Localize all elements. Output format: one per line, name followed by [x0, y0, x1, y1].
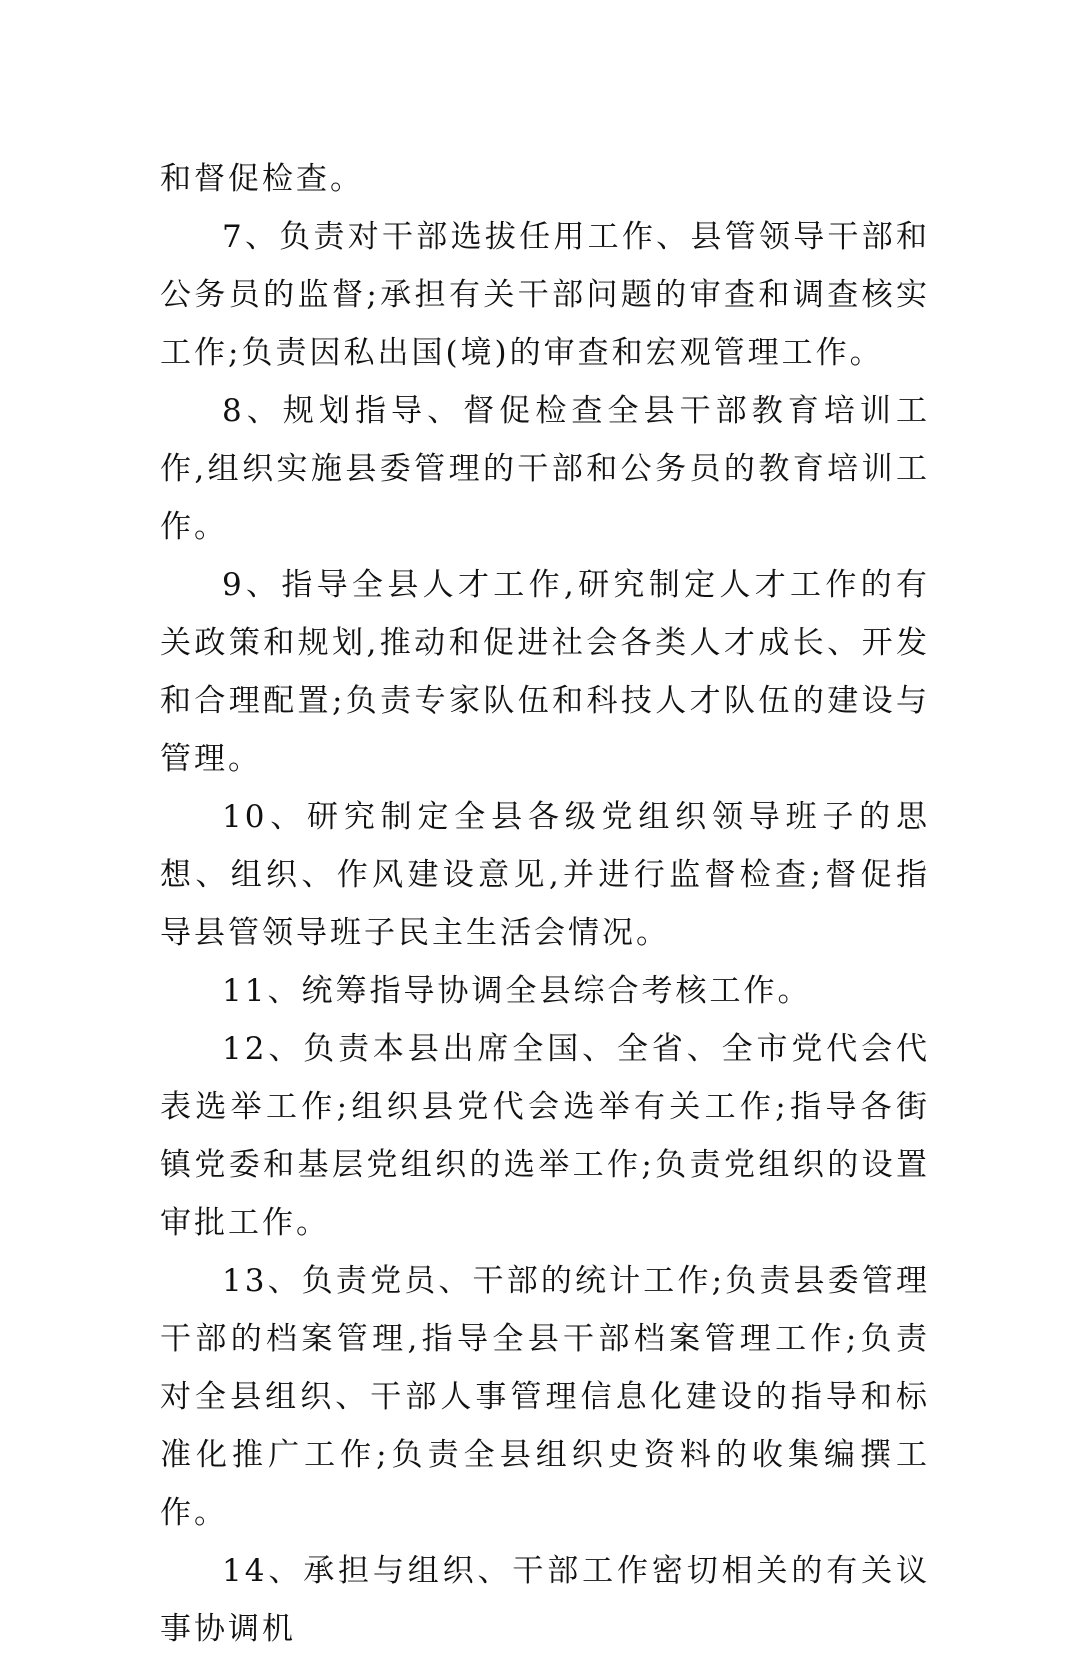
paragraph-item-12: 12、负责本县出席全国、全省、全市党代会代表选举工作;组织县党代会选举有关工作;指导各街镇党委和基层党组织的选举工作;负责党组织的设置审批工作。 — [160, 1031, 930, 1241]
paragraph-continuation: 和督促检查。 — [160, 161, 364, 197]
paragraph-item-9: 9、指导全县人才工作,研究制定人才工作的有关政策和规划,推动和促进社会各类人才成长、开发和合理配置;负责专家队伍和科技人才队伍的建设与管理。 — [160, 567, 930, 777]
paragraph-item-8: 8、规划指导、督促检查全县干部教育培训工作,组织实施县委管理的干部和公务员的教育培训工作。 — [160, 393, 930, 545]
paragraph-item-14: 14、承担与组织、干部工作密切相关的有关议事协调机 — [160, 1553, 930, 1647]
document-body — [160, 150, 930, 1658]
paragraph-item-13: 13、负责党员、干部的统计工作;负责县委管理干部的档案管理,指导全县干部档案管理工作;负责对全县组织、干部人事管理信息化建设的指导和标准化推广工作;负责全县组织史资料的收集编撰工作。 — [160, 1263, 930, 1531]
paragraph-item-7: 7、负责对干部选拔任用工作、县管领导干部和公务员的监督;承担有关干部问题的审查和调查核实工作;负责因私出国(境)的审查和宏观管理工作。 — [160, 219, 930, 371]
paragraph-item-10: 10、研究制定全县各级党组织领导班子的思想、组织、作风建设意见,并进行监督检查;督促指导县管领导班子民主生活会情况。 — [160, 799, 930, 951]
paragraph-item-11: 11、统筹指导协调全县综合考核工作。 — [222, 973, 812, 1009]
